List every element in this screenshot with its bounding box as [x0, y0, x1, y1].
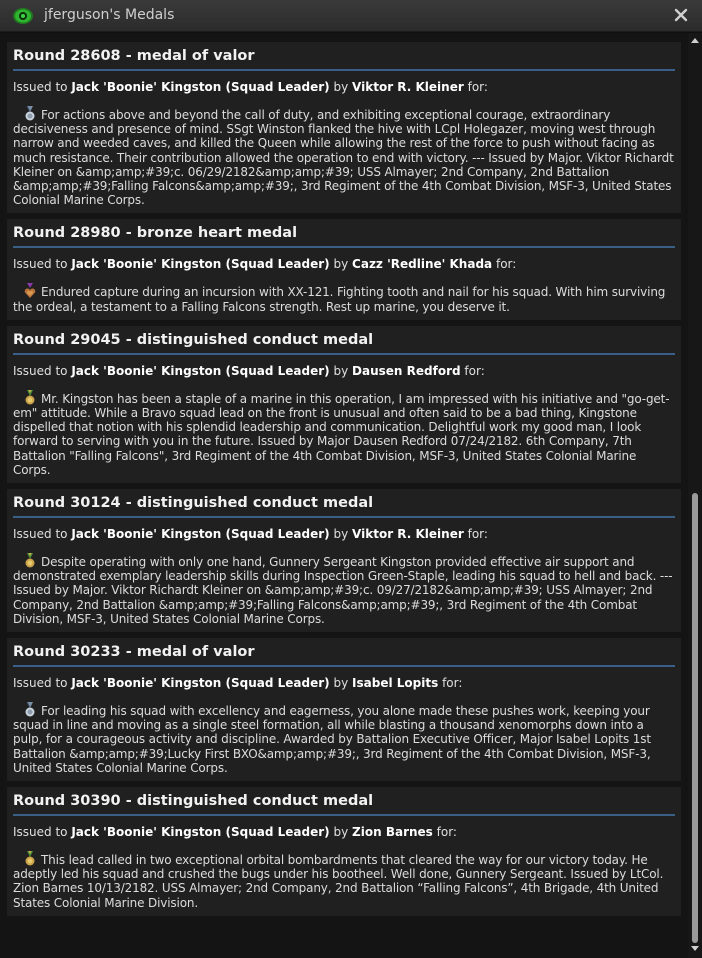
scrollbar[interactable]	[688, 33, 702, 958]
medal-entry	[7, 219, 681, 319]
medal-description: This lead called in two exceptional orbital bombardments that cleared the way for our victory today. He adeptly led his squad and crushed the bugs under his bootheel. Well done, Gunnery Sergeant. Issued by LtCol. Zion Barnes 10/13/2182. USS Almayer; 2nd Company, 2nd Battalion “Falling Falcons”, 4th Brigade, 4th United States Colonial Marine Division.	[13, 853, 664, 910]
for-word: for:	[467, 527, 488, 542]
medal-entries	[0, 42, 688, 916]
scrollbar-thumb[interactable]	[692, 493, 698, 943]
eye-icon	[12, 6, 34, 26]
medal-of-valor-icon	[23, 702, 37, 718]
for-word: for:	[436, 825, 457, 840]
medal-description: For leading his squad with excellency and eagerness, you alone made these pushes work, keeping your squad in line and moving as a single steel formation, all while blasting a thousand xenomorphs down into a pulp, for a courageous activity and discipline. Awarded by Battalion Executive Officer, Major Isabel Lopits 1st Battalion &amp;amp;#39;Lucky First BXO&amp;amp;#39;, 3rd Regiment of the 4th Combat Division, MSF-3, United States Colonial Marine Corps.	[13, 704, 651, 775]
conduct-medal-icon	[23, 390, 37, 406]
for-word: for:	[464, 363, 485, 378]
medal-description: Endured capture during an incursion with XX-121. Fighting tooth and nail for his squad. With him surviving the ordeal, a testament to a Falling Falcons strength. Rest up marine, you deserve it.	[13, 285, 666, 314]
medal-title: Round 29045 - distinguished conduct medal	[13, 326, 675, 355]
medal-entry	[7, 489, 681, 632]
window-title: jferguson's Medals	[44, 7, 175, 23]
medal-of-valor-icon	[23, 106, 37, 122]
medal-title: Round 28980 - bronze heart medal	[13, 219, 675, 248]
medal-description-block	[13, 283, 675, 313]
medal-description: For actions above and beyond the call of duty, and exhibiting exceptional courage, extraordinary decisiveness and presence of mind. SSgt Winston flanked the hive with LCpl Holegazer, moving west through narrow and weeded caves, and killed the Queen while allowing the rest of the force to push without facing as much resistance. Their contribution allowed the operation to end with victory. --- Issued by Major. Viktor Richardt Kleiner on &amp;amp;#39;c. 06/29/2182&amp;amp;#39; USS Almayer; 2nd Company, 2nd Battalion &amp;amp;#39;Falling Falcons&amp;amp;#39;, 3rd Regiment of the 4th Combat Division, MSF-3, United States Colonial Marine Corps.	[13, 108, 674, 208]
medal-title: Round 28608 - medal of valor	[13, 42, 675, 71]
medal-entry	[7, 42, 681, 213]
medal-entry	[7, 787, 681, 916]
title-bar[interactable]	[0, 0, 702, 32]
medal-recipient: Jack 'Boonie' Kingston (Squad Leader)	[71, 527, 330, 542]
for-word: for:	[467, 80, 488, 94]
medal-description: Mr. Kingston has been a staple of a marine in this operation, I am impressed with his initiative and "go-get-em" attitude. While a Bravo squad lead on the front is unusual and often said to be a bad thing, Kingstone dispelled that notion with his splendid leadership and communication. Delightful work my good man, I look forward to serving with you in the future. Issued by Major Dausen Redford 07/24/2182. 6th Company, 7th Battalion "Falling Falcons", 3rd Regiment of the 4th Combat Division, MSF-3, United States Colonial Marine Corps.	[13, 391, 670, 477]
medal-recipient: Jack 'Boonie' Kingston (Squad Leader)	[71, 80, 330, 94]
bronze-heart-icon	[23, 283, 37, 299]
medal-description-block	[13, 390, 675, 477]
medal-recipient: Jack 'Boonie' Kingston (Squad Leader)	[71, 676, 330, 691]
issued-prefix: Issued to	[13, 527, 68, 542]
medal-entry	[7, 638, 681, 781]
medal-description-block	[13, 106, 675, 207]
medal-recipient: Jack 'Boonie' Kingston (Squad Leader)	[71, 825, 330, 840]
medal-issued-line	[13, 355, 675, 378]
medal-issued-line	[13, 667, 675, 690]
medal-issued-line	[13, 518, 675, 541]
for-word: for:	[442, 676, 463, 691]
close-icon[interactable]	[674, 8, 688, 22]
medal-issuer: Viktor R. Kleiner	[352, 527, 464, 542]
medal-entry	[7, 326, 681, 483]
medal-title: Round 30390 - distinguished conduct medal	[13, 787, 675, 816]
medal-issuer: Viktor R. Kleiner	[352, 80, 464, 94]
issued-prefix: Issued to	[13, 80, 68, 94]
scroll-up-arrow-icon[interactable]	[690, 36, 700, 44]
medal-recipient: Jack 'Boonie' Kingston (Squad Leader)	[71, 257, 330, 272]
medals-list[interactable]	[0, 33, 688, 958]
medal-issuer: Dausen Redford	[352, 363, 461, 378]
medal-description: Despite operating with only one hand, Gunnery Sergeant Kingston provided effective air support and demonstrated exemplary leadership skills during Inspection Green-Staple, leading his squad to hell and back. --- Issued by Major. Viktor Richardt Kleiner on &amp;amp;#39;c. 09/27/2182&amp;amp;#39; USS Almayer; 2nd Company, 2nd Battalion &amp;amp;#39;Falling Falcons&amp;amp;#39;, 3rd Regiment of the 4th Combat Division, MSF-3, United States Colonial Marine Corps.	[13, 555, 673, 626]
by-word: by	[333, 363, 349, 378]
medal-description-block	[13, 851, 675, 910]
conduct-medal-icon	[23, 851, 37, 867]
for-word: for:	[495, 257, 517, 272]
scroll-down-arrow-icon[interactable]	[690, 945, 700, 953]
medal-issuer: Isabel Lopits	[352, 676, 439, 691]
medal-title: Round 30124 - distinguished conduct medal	[13, 489, 675, 518]
medal-recipient: Jack 'Boonie' Kingston (Squad Leader)	[71, 363, 330, 378]
by-word: by	[333, 676, 349, 691]
medal-issuer: Zion Barnes	[352, 825, 433, 840]
issued-prefix: Issued to	[13, 363, 68, 378]
by-word: by	[333, 80, 349, 94]
by-word: by	[333, 527, 349, 542]
medal-description-block	[13, 553, 675, 626]
medal-issued-line	[13, 71, 675, 94]
issued-prefix: Issued to	[13, 676, 68, 691]
issued-prefix: Issued to	[13, 257, 68, 272]
medal-issuer: Cazz 'Redline' Khada	[352, 257, 493, 272]
by-word: by	[333, 257, 349, 272]
conduct-medal-icon	[23, 553, 37, 569]
medal-issued-line	[13, 248, 675, 271]
by-word: by	[333, 825, 349, 840]
medal-title: Round 30233 - medal of valor	[13, 638, 675, 667]
medal-description-block	[13, 702, 675, 775]
issued-prefix: Issued to	[13, 825, 68, 840]
medal-issued-line	[13, 816, 675, 839]
